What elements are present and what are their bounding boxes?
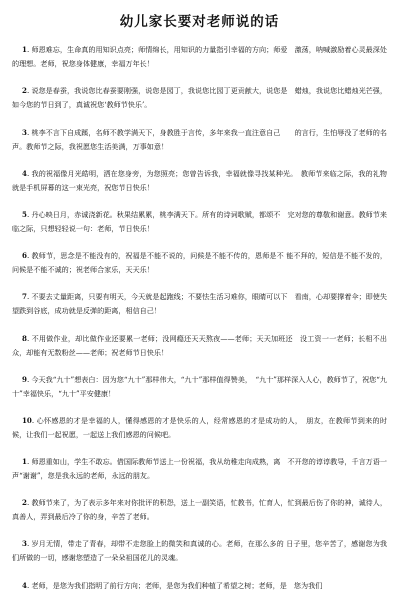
message-number: 4 [22,580,27,590]
message-item [12,290,387,318]
message-text: . 丹心映日月，赤诚浇新花。秋果结累累，桃李满天下。所有的诗词歌赋，都颂不 完对您的尊敬和谢意。教师节来临之际，只想轻轻说一句：老师，节日快乐！ [12,209,387,233]
message-item [12,579,387,593]
message-text: . 师恩重如山，学生不敢忘。借国际教师节送上一份祝福，我从幼稚走向成熟，离 不开您的谆谆教导，千言万语一声“谢谢”，您是我永远的老师，永远的朋友。 [12,457,387,481]
message-item [12,537,387,565]
message-number: 2 [22,86,27,96]
message-number: 6 [22,251,27,261]
message-item [12,84,387,112]
message-number: 9 [22,374,27,384]
message-list [12,43,387,592]
message-text: . 我的祝福像月光皓明，洒在您身旁，为您照亮；您曾告诉我，幸福就像寻找某种光。 教师节来临之际，我的礼物就是手机屏幕的这一束光亮，祝您节日快乐！ [12,168,387,192]
message-item [12,496,387,524]
message-number: 2 [22,498,27,508]
message-number: 3 [22,127,27,137]
message-item [12,414,387,442]
message-item [12,455,387,483]
message-number: 10 [22,415,32,425]
message-item [12,208,387,236]
message-number: 3 [22,539,27,549]
message-text: . 今天我“九十”想表白：因为您“九十”那样伟大，“九十”那样值得赞美， “九十”那样深入人心，教师节了，祝您“九十”幸福快乐，“九十”平安健康！ [12,374,387,398]
message-text: . 教师节，思念是不能没有的，祝福是不能不说的，问候是不能不传的，恩师是不 能不拜的，短信是不能不发的，问候是不能不诚的；祝老师合家乐，天天乐！ [12,251,387,275]
message-number: 1 [22,45,27,55]
message-item [12,373,387,401]
message-text: . 师恩难忘，生命真的用知识点亮；师情绵长，用知识的力量指引幸福的方向；师爱 激荡，呐喊激励着心灵最深处的理想。老师，祝您身体健康，幸福万年长！ [12,45,387,69]
message-item [12,167,387,195]
message-text: . 桃李不言下自成蹊，名师不教学满天下，身教胜于言传，多年来我一直注意自己 的言行，生怕辱没了老师的名声。教师节之际，我祝愿您生活美满，万事如意！ [12,127,387,151]
message-text: . 岁月无情，带走了青春，却带不走您脸上的微笑和真诚的心。老师，在那么多的 日子里，您辛苦了，感谢您为我们所做的一切，感谢您塑造了一朵朵祖国花儿的灵魂。 [12,539,387,563]
message-item [12,126,387,154]
message-text: . 说您是春蚕，我说您比春蚕要刚强，说您是园丁，我说您比园丁更贡献大，说您是 蜡烛，我说您比蜡烛光芒强，如今您的节日到了，真诚祝您‘教师节快乐’。 [12,86,387,110]
message-text: . 教师节来了，为了表示多年来对你批评的积怨，送上一副笑语，忙教书，忙育人，忙到最后伤了你的神，诚待人，真善人，弄到最后冷了你的身，辛苦了老师。 [12,498,387,522]
page-title: 幼儿家长要对老师说的话 [119,14,280,30]
message-number: 8 [22,333,27,343]
message-number: 1 [22,457,27,467]
message-number: 4 [22,168,27,178]
message-item [12,332,387,360]
message-text: . 老师，是您为我们指明了前行方向；老师，是您为我们种植了希望之树；老师，是 您为我们 [26,580,323,590]
message-text: . 不要去丈量距离，只要有明天，今天就是起跑线；不要怯生活习难你，眼睛可以下 看南，心却要撑着伞；即使失望跌到谷底，成功就是反弹的距离，相信自己！ [12,292,387,316]
message-text: . 不用做作业，却比做作业还要累一老师；没网瘾还天天熬夜——老师；天天加班还 没工资一一老师；长相不出众，却能有无数粉丝——老师；祝老师节日快乐！ [12,333,387,357]
message-number: 5 [22,209,27,219]
message-text: . 心怀感恩的才是幸福的人，懂得感恩的才是快乐的人，经常感恩的才是成功的人， 朋友，在教师节到来的时候，让我们一起祝愿，一起送上我们感恩的问候吧。 [12,415,387,439]
message-number: 7 [22,292,27,302]
message-item [12,249,387,277]
message-item [12,43,387,71]
